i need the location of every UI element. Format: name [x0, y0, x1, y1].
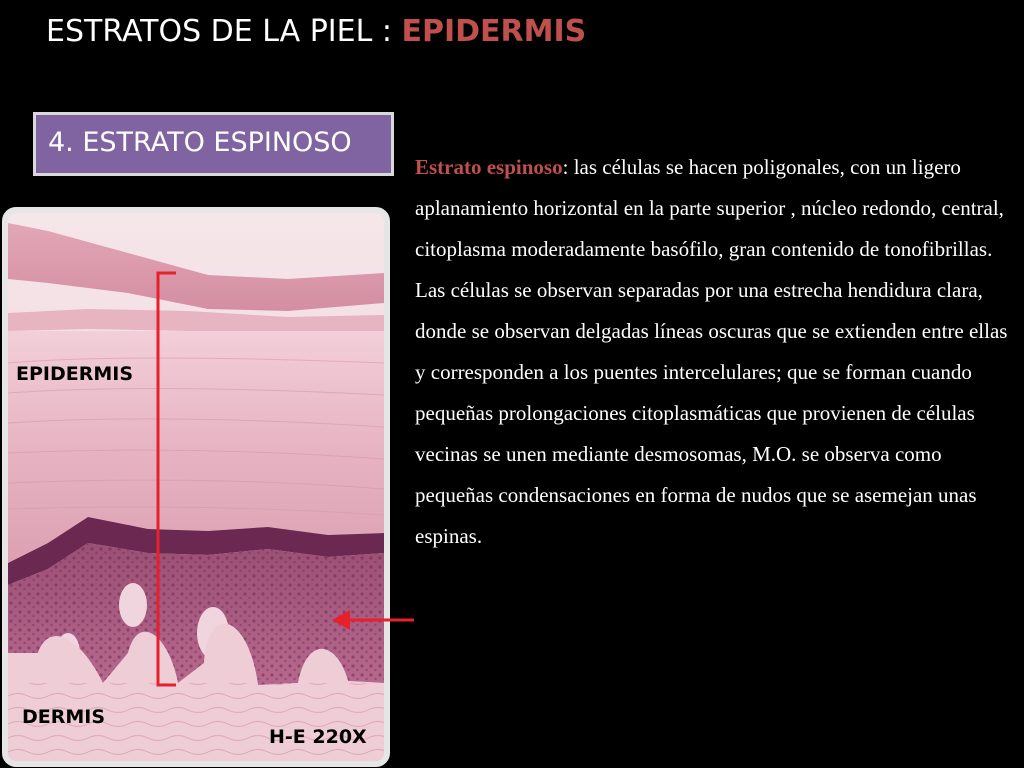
description-term: Estrato espinoso: [415, 155, 563, 179]
arrow-left-icon: [330, 606, 414, 634]
title-prefix: ESTRATOS DE LA PIEL :: [46, 14, 402, 49]
description-text: [415, 147, 1015, 557]
section-subtitle: 4. ESTRATO ESPINOSO: [48, 127, 352, 158]
stain-magnification-label: H-E 220X: [269, 726, 367, 748]
epidermis-label: EPIDERMIS: [16, 363, 134, 385]
micrograph-image: [2, 207, 390, 767]
dermis-label: DERMIS: [22, 706, 106, 728]
title-accent: EPIDERMIS: [401, 14, 587, 49]
description-paragraph-2: Las células se observan separadas por una estrecha hendidura clara, donde se observan delgadas líneas oscuras que se extienden entre ellas y corresponden a los puentes intercelulares; que se forman cuando pequeñas prolongaciones citoplasmáticas que provienen de células vecinas se unen mediante desmosomas, M.O. se observa como pequeñas condensaciones en forma de nudos que se asemejan unas espinas.: [415, 278, 1008, 548]
bracket-marker: [150, 271, 176, 687]
slide-title: [46, 14, 586, 49]
section-subtitle-box: [33, 112, 394, 176]
description-paragraph-1: : las células se hacen poligonales, con un ligero aplanamiento horizontal en la parte superior , núcleo redondo, central, citoplasma moderadamente basófilo, gran contenido de tonofibrillas.: [415, 155, 1004, 261]
micrograph-illustration: [8, 213, 384, 761]
